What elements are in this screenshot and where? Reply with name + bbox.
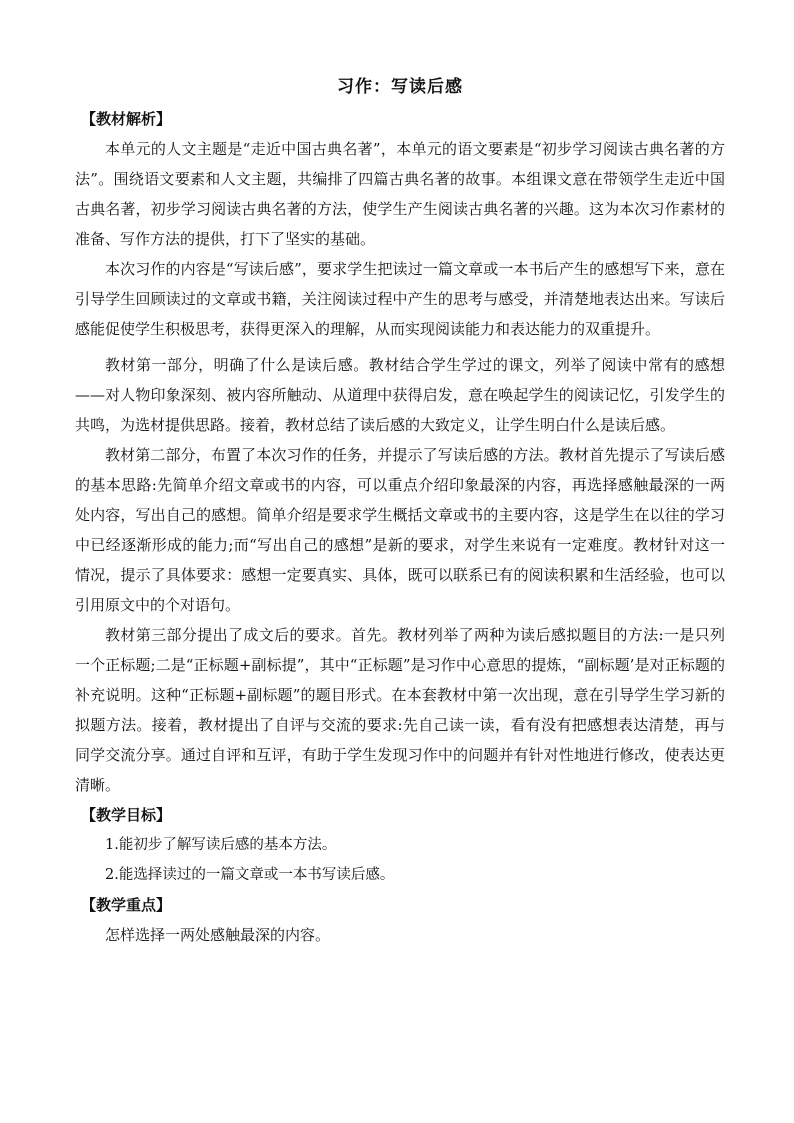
analysis-paragraph-3: 教材第一部分，明确了什么是读后感。教材结合学生学过的课文，列举了阅读中常有的感想——对人物印象深刻、被内容所触动、从道理中获得启发，意在唤起学生的阅读记忆，引发学生的共鸣，为选材提供思路。接着，教材总结了读后感的大致定义，让学生明白什么是读后感。 — [75, 356, 725, 434]
section-heading-focus: 【教学重点】 — [81, 896, 172, 914]
analysis-paragraph-4: 教材第二部分，布置了本次习作的任务，并提示了写读后感的方法。教材首先提示了写读后感的基本思路:先简单介绍文章或书的内容，可以重点介绍印象最深的内容，再选择感触最深的一两处内容，写出自己的感想。简单介绍是要求学生概括文章或书的主要内容，这是学生在以往的学习中已经逐渐形成的能力;而“写出自己的感想”是新的要求，对学生来说有一定难度。教材针对这一情况，提示了具体要求：感想一定要真实、具体，既可以联系已有的阅读积累和生活经验，也可以引用原文中的个对语句。 — [75, 446, 725, 614]
analysis-paragraph-1: 本单元的人文主题是“走近中国古典名著”，本单元的语文要素是“初步学习阅读古典名著的方法”。围绕语文要素和人文主题，共编排了四篇古典名著的故事。本组课文意在带领学生走近中国古典名著，初步学习阅读古典名著的方法，使学生产生阅读古典名著的兴趣。这为本次习作素材的准备、写作方法的提供，打下了坚实的基础。 — [75, 140, 725, 248]
analysis-paragraph-5: 教材第三部分提出了成文后的要求。首先。教材列举了两种为读后感拟题目的方法:一是只列一个正标题;二是“正标题+副标提”，其中“正标题”是习作中心意思的提炼，“副标题’是对正标题的补充说明。这种“正标题+副标题”的题目形式。在本套教材中第一次出现，意在引导学生学习新的拟题方法。接着，教材提出了自评与交流的要求:先自己读一读，看有没有把感想表达清楚，再与同学交流分享。通过自评和互评，有助于学生发现习作中的问题并有针对性地进行修改，使表达更清晰。 — [75, 626, 725, 794]
section-heading-analysis: 【教材解析】 — [81, 110, 172, 128]
goal-item-2: 2.能选择读过的一篇文章或一本书写读后感。 — [105, 867, 395, 883]
document-page — [75, 72, 725, 950]
analysis-paragraph-2: 本次习作的内容是“写读后感”，要求学生把读过一篇文章或一本书后产生的感想写下来，意在引导学生回顾读过的文章或书籍，关注阅读过程中产生的思考与感受，并清楚地表达出来。写读后感能促使学生积极思考，获得更深入的理解，从而实现阅读能力和表达能力的双重提升。 — [75, 260, 725, 338]
document-title: 习作：写读后感 — [337, 77, 463, 97]
goal-item-1: 1.能初步了解写读后感的基本方法。 — [105, 837, 337, 853]
section-heading-goals: 【教学目标】 — [81, 806, 172, 824]
focus-text: 怎样选择一两处感触最深的内容。 — [105, 926, 331, 944]
